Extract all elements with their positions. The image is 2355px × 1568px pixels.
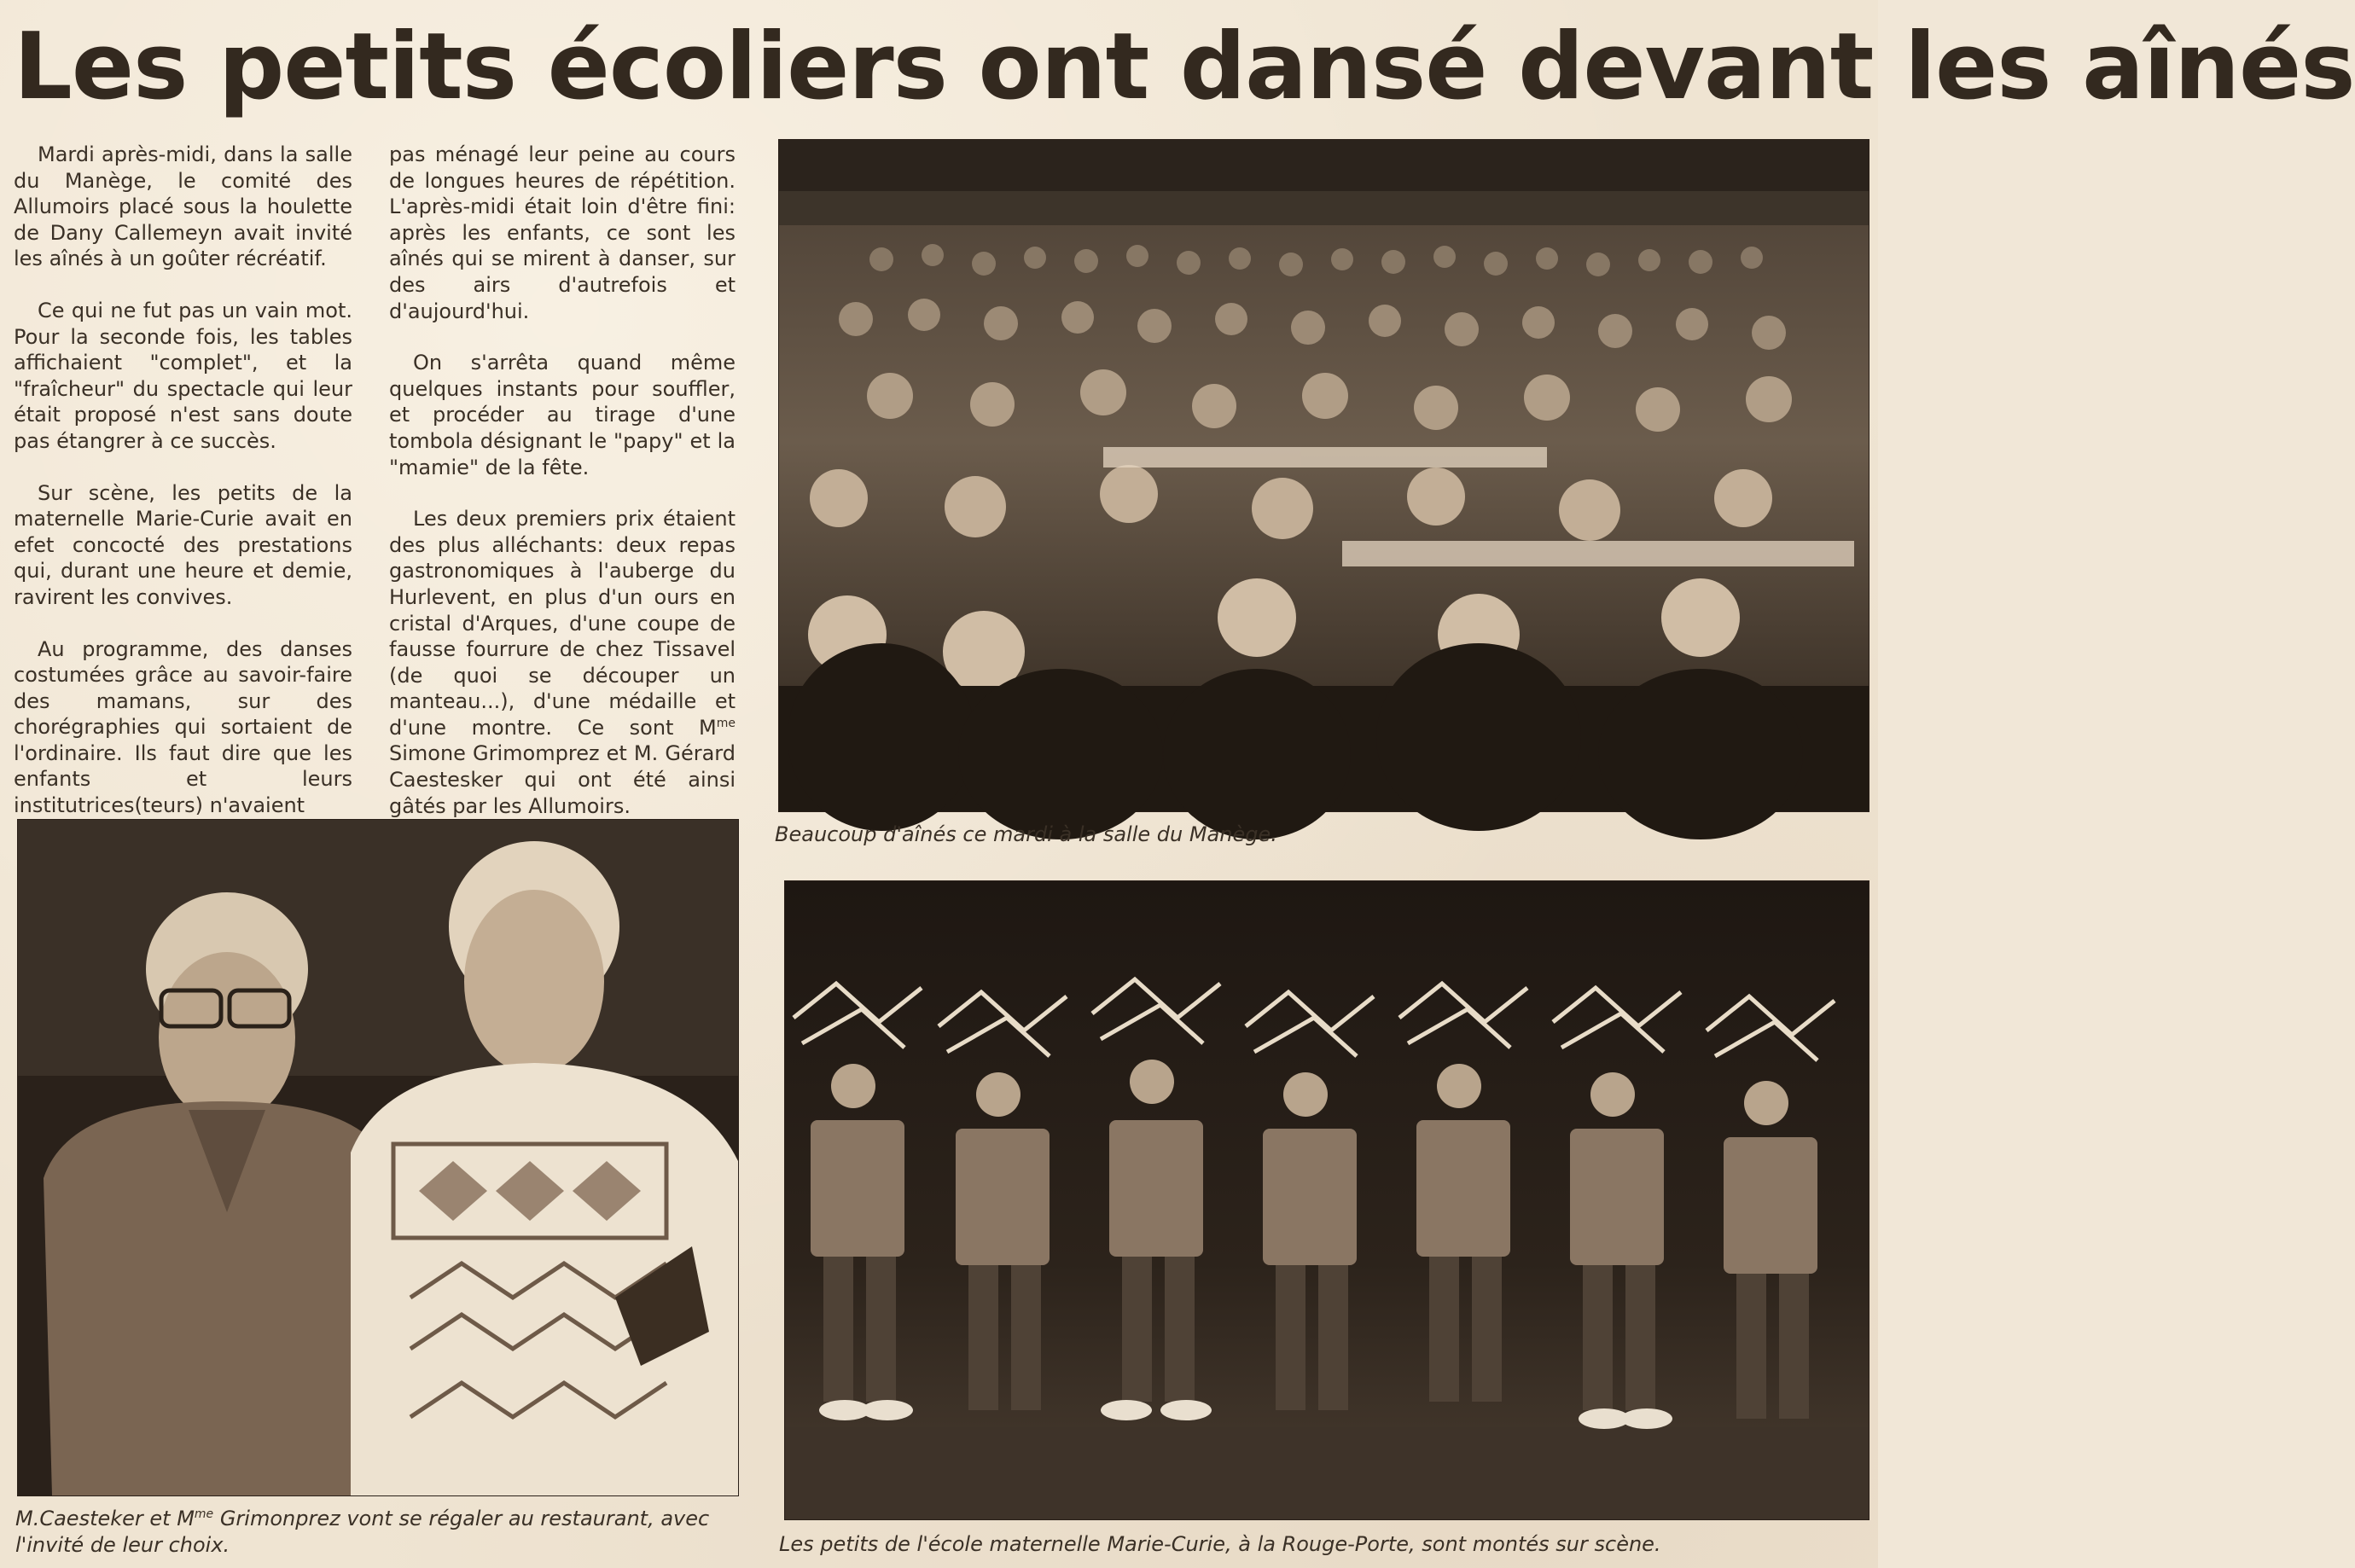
paragraph: Sur scène, les petits de la maternelle Marie-Curie avait en efet concocté des prestations qui, durant une heure et demie, ravirent les convives. xyxy=(14,480,352,609)
text-run: M.Caesteker et M xyxy=(15,1507,195,1530)
text-run: Grimonprez vont se régaler au restaurant, avec l'invité de leur choix. xyxy=(15,1507,710,1557)
paragraph: Au programme, des danses costumées grâce au savoir-faire des mamans, sur des chorégraphies qui sortaient de l'ordinaire. Ils faut dire que les enfants et leurs institutrices(teurs) n'avaient xyxy=(14,636,352,818)
paragraph: Ce qui ne fut pas un vain mot. Pour la seconde fois, les tables affichaient "complet", et la "fraîcheur" du spectacle qui leur était proposé n'est sans doute pas étangrer à ce succès. xyxy=(14,298,352,453)
caption-children: Les petits de l'école maternelle Marie-Curie, à la Rouge-Porte, sont montés sur scène. xyxy=(779,1532,1661,1556)
article-column-1 xyxy=(14,142,352,845)
photo-audience xyxy=(778,139,1869,812)
headline: Les petits écoliers ont dansé devant les aînés xyxy=(14,14,2355,120)
audience-photo-image xyxy=(779,140,1869,811)
paragraph: pas ménagé leur peine au cours de longues heures de répétition. L'après-midi était loin d'être fini: après les enfants, ce sont les aînés qui se mirent à danser, sur des airs d'autrefois et d'aujourd'hui. xyxy=(389,142,736,323)
article-column-2 xyxy=(389,142,736,845)
paragraph: On s'arrêta quand même quelques instants pour souffler, et procéder au tirage d'une tombola désignant le "papy" et la "mamie" de la fête. xyxy=(389,351,736,479)
caption-audience: Beaucoup d'aînés ce mardi à la salle du Manège. xyxy=(775,822,1277,846)
children-photo-image xyxy=(785,881,1869,1519)
paragraph: Mardi après-midi, dans la salle du Manège, le comité des Allumoirs placé sous la houlette de Dany Callemeyn avait invité les aînés à un goûter récréatif. xyxy=(14,142,352,271)
superscript: me xyxy=(716,716,736,730)
caption-couple xyxy=(15,1506,749,1559)
photo-couple xyxy=(17,819,739,1496)
photo-children xyxy=(784,880,1869,1520)
paragraph xyxy=(389,506,736,819)
couple-photo-image xyxy=(18,820,738,1495)
text-run: Simone Grimomprez et M. Gérard Caestesker qui ont été ainsi gâtés par les Allumoirs. xyxy=(389,741,736,818)
text-run: Les deux premiers prix étaient des plus alléchants: deux repas gastronomiques à l'auberge du Hurlevent, en plus d'un ours en cristal d'Arques, d'une coupe de fausse fourrure de chez Tissavel (de quoi se découper un manteau...), d'une médaille et d'une montre. Ce sont M xyxy=(389,507,736,740)
superscript: me xyxy=(194,1507,214,1521)
